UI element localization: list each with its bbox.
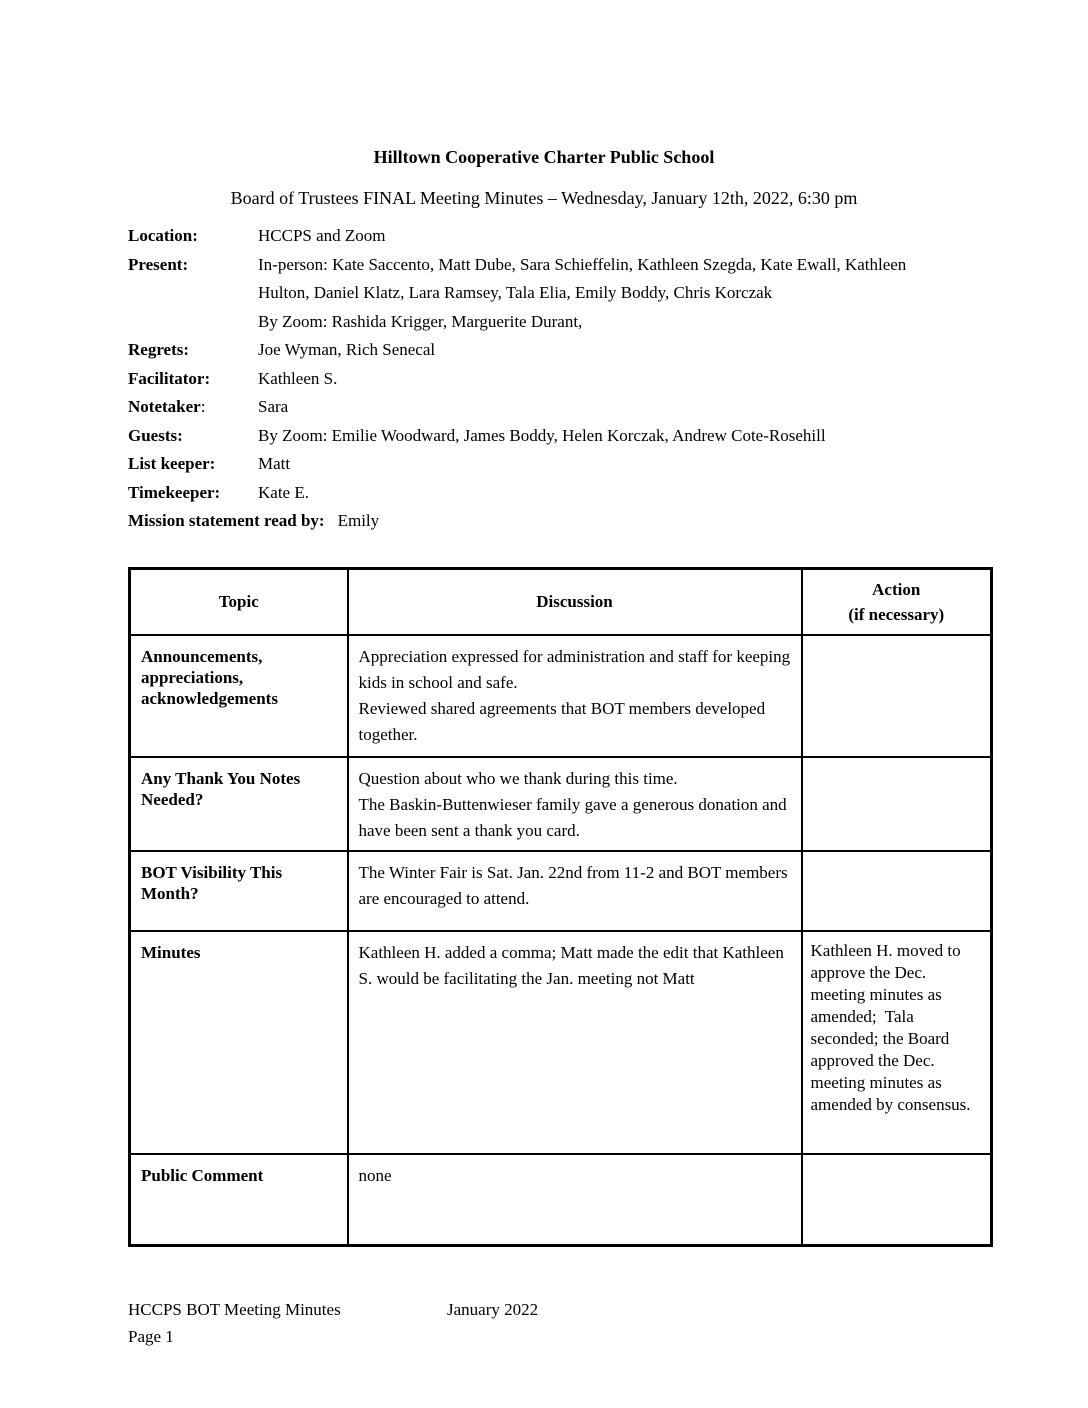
action-cell	[802, 635, 992, 757]
info-row-timekeeper	[128, 479, 990, 508]
topic-cell: BOT Visibility This Month?	[130, 851, 348, 931]
guests-label: Guests:	[128, 425, 183, 445]
minutes-table	[128, 567, 993, 1248]
table-row	[130, 851, 992, 931]
footer-page-number: Page 1	[128, 1327, 174, 1346]
info-row-list-keeper	[128, 450, 990, 479]
page-footer	[128, 1296, 990, 1350]
info-row-mission-statement	[128, 507, 990, 536]
present-label: Present:	[128, 254, 189, 274]
present-value	[258, 251, 958, 337]
table-row	[130, 635, 992, 757]
action-cell	[802, 757, 992, 851]
info-row-facilitator	[128, 365, 990, 394]
location-value: HCCPS and Zoom	[258, 226, 386, 245]
table-row	[130, 931, 992, 1154]
notetaker-value: Sara	[258, 397, 289, 416]
facilitator-label: Facilitator:	[128, 368, 211, 388]
action-cell	[802, 1154, 992, 1246]
page-subtitle: Board of Trustees FINAL Meeting Minutes – Wednesday, January 12th, 2022, 6:30 pm	[230, 188, 858, 208]
regrets-label: Regrets:	[128, 340, 190, 359]
info-row-notetaker	[128, 393, 990, 422]
header-action: Action (if necessary)	[802, 568, 992, 635]
table-row	[130, 757, 992, 851]
notetaker-label: Notetaker:	[128, 397, 206, 416]
topic-cell: Minutes	[130, 931, 348, 1154]
table-header-row	[130, 568, 992, 635]
topic-cell: Announcements, appreciations, acknowledgements	[130, 635, 348, 757]
mission-label: Mission statement read by:	[128, 511, 325, 530]
footer-doc-name: HCCPS BOT Meeting Minutes	[128, 1300, 341, 1319]
header-discussion: Discussion	[348, 568, 802, 635]
present-by-zoom: By Zoom: Rashida Krigger, Marguerite Durant,	[258, 311, 583, 331]
topic-cell: Any Thank You Notes Needed?	[130, 757, 348, 851]
present-in-person: In-person: Kate Saccento, Matt Dube, Sara Schieffelin, Kathleen Szegda, Kate Ewall, Kathleen Hulton, Daniel Klatz, Lara Ramsey, Tala Elia, Emily Boddy, Chris Korczak	[258, 254, 907, 302]
discussion-cell: Question about who we thank during this time. The Baskin-Buttenwieser family gave a generous donation and have been sent a thank you card.	[348, 757, 802, 851]
action-cell	[802, 851, 992, 931]
footer-line-1	[128, 1296, 990, 1323]
discussion-cell: The Winter Fair is Sat. Jan. 22nd from 11-2 and BOT members are encouraged to attend.	[348, 851, 802, 931]
discussion-cell: none	[348, 1154, 802, 1246]
timekeeper-label: Timekeeper:	[128, 482, 221, 502]
guests-value: By Zoom: Emilie Woodward, James Boddy, Helen Korczak, Andrew Cote-Rosehill	[258, 425, 826, 445]
discussion-cell: Appreciation expressed for administration and staff for keeping kids in school and safe. Reviewed shared agreements that BOT members developed together.	[348, 635, 802, 757]
page-title: Hilltown Cooperative Charter Public School	[373, 147, 715, 167]
list-keeper-label: List keeper:	[128, 454, 216, 473]
info-row-present	[128, 251, 990, 337]
regrets-value: Joe Wyman, Rich Senecal	[258, 340, 436, 359]
mission-value: Emily	[337, 511, 380, 530]
footer-date: January 2022	[447, 1300, 539, 1319]
location-label: Location:	[128, 226, 198, 245]
list-keeper-value: Matt	[258, 454, 291, 473]
info-row-location	[128, 222, 990, 251]
discussion-cell: Kathleen H. added a comma; Matt made the edit that Kathleen S. would be facilitating the Jan. meeting not Matt	[348, 931, 802, 1154]
meeting-info-block	[128, 222, 990, 536]
table-row	[130, 1154, 992, 1246]
header-topic: Topic	[130, 568, 348, 635]
info-row-guests	[128, 422, 990, 451]
info-row-regrets	[128, 336, 990, 365]
facilitator-value: Kathleen S.	[258, 368, 338, 388]
action-cell: Kathleen H. moved to approve the Dec. meeting minutes as amended; Tala seconded; the Board approved the Dec. meeting minutes as amended by consensus.	[802, 931, 992, 1154]
topic-cell: Public Comment	[130, 1154, 348, 1246]
timekeeper-value: Kate E.	[258, 482, 309, 502]
